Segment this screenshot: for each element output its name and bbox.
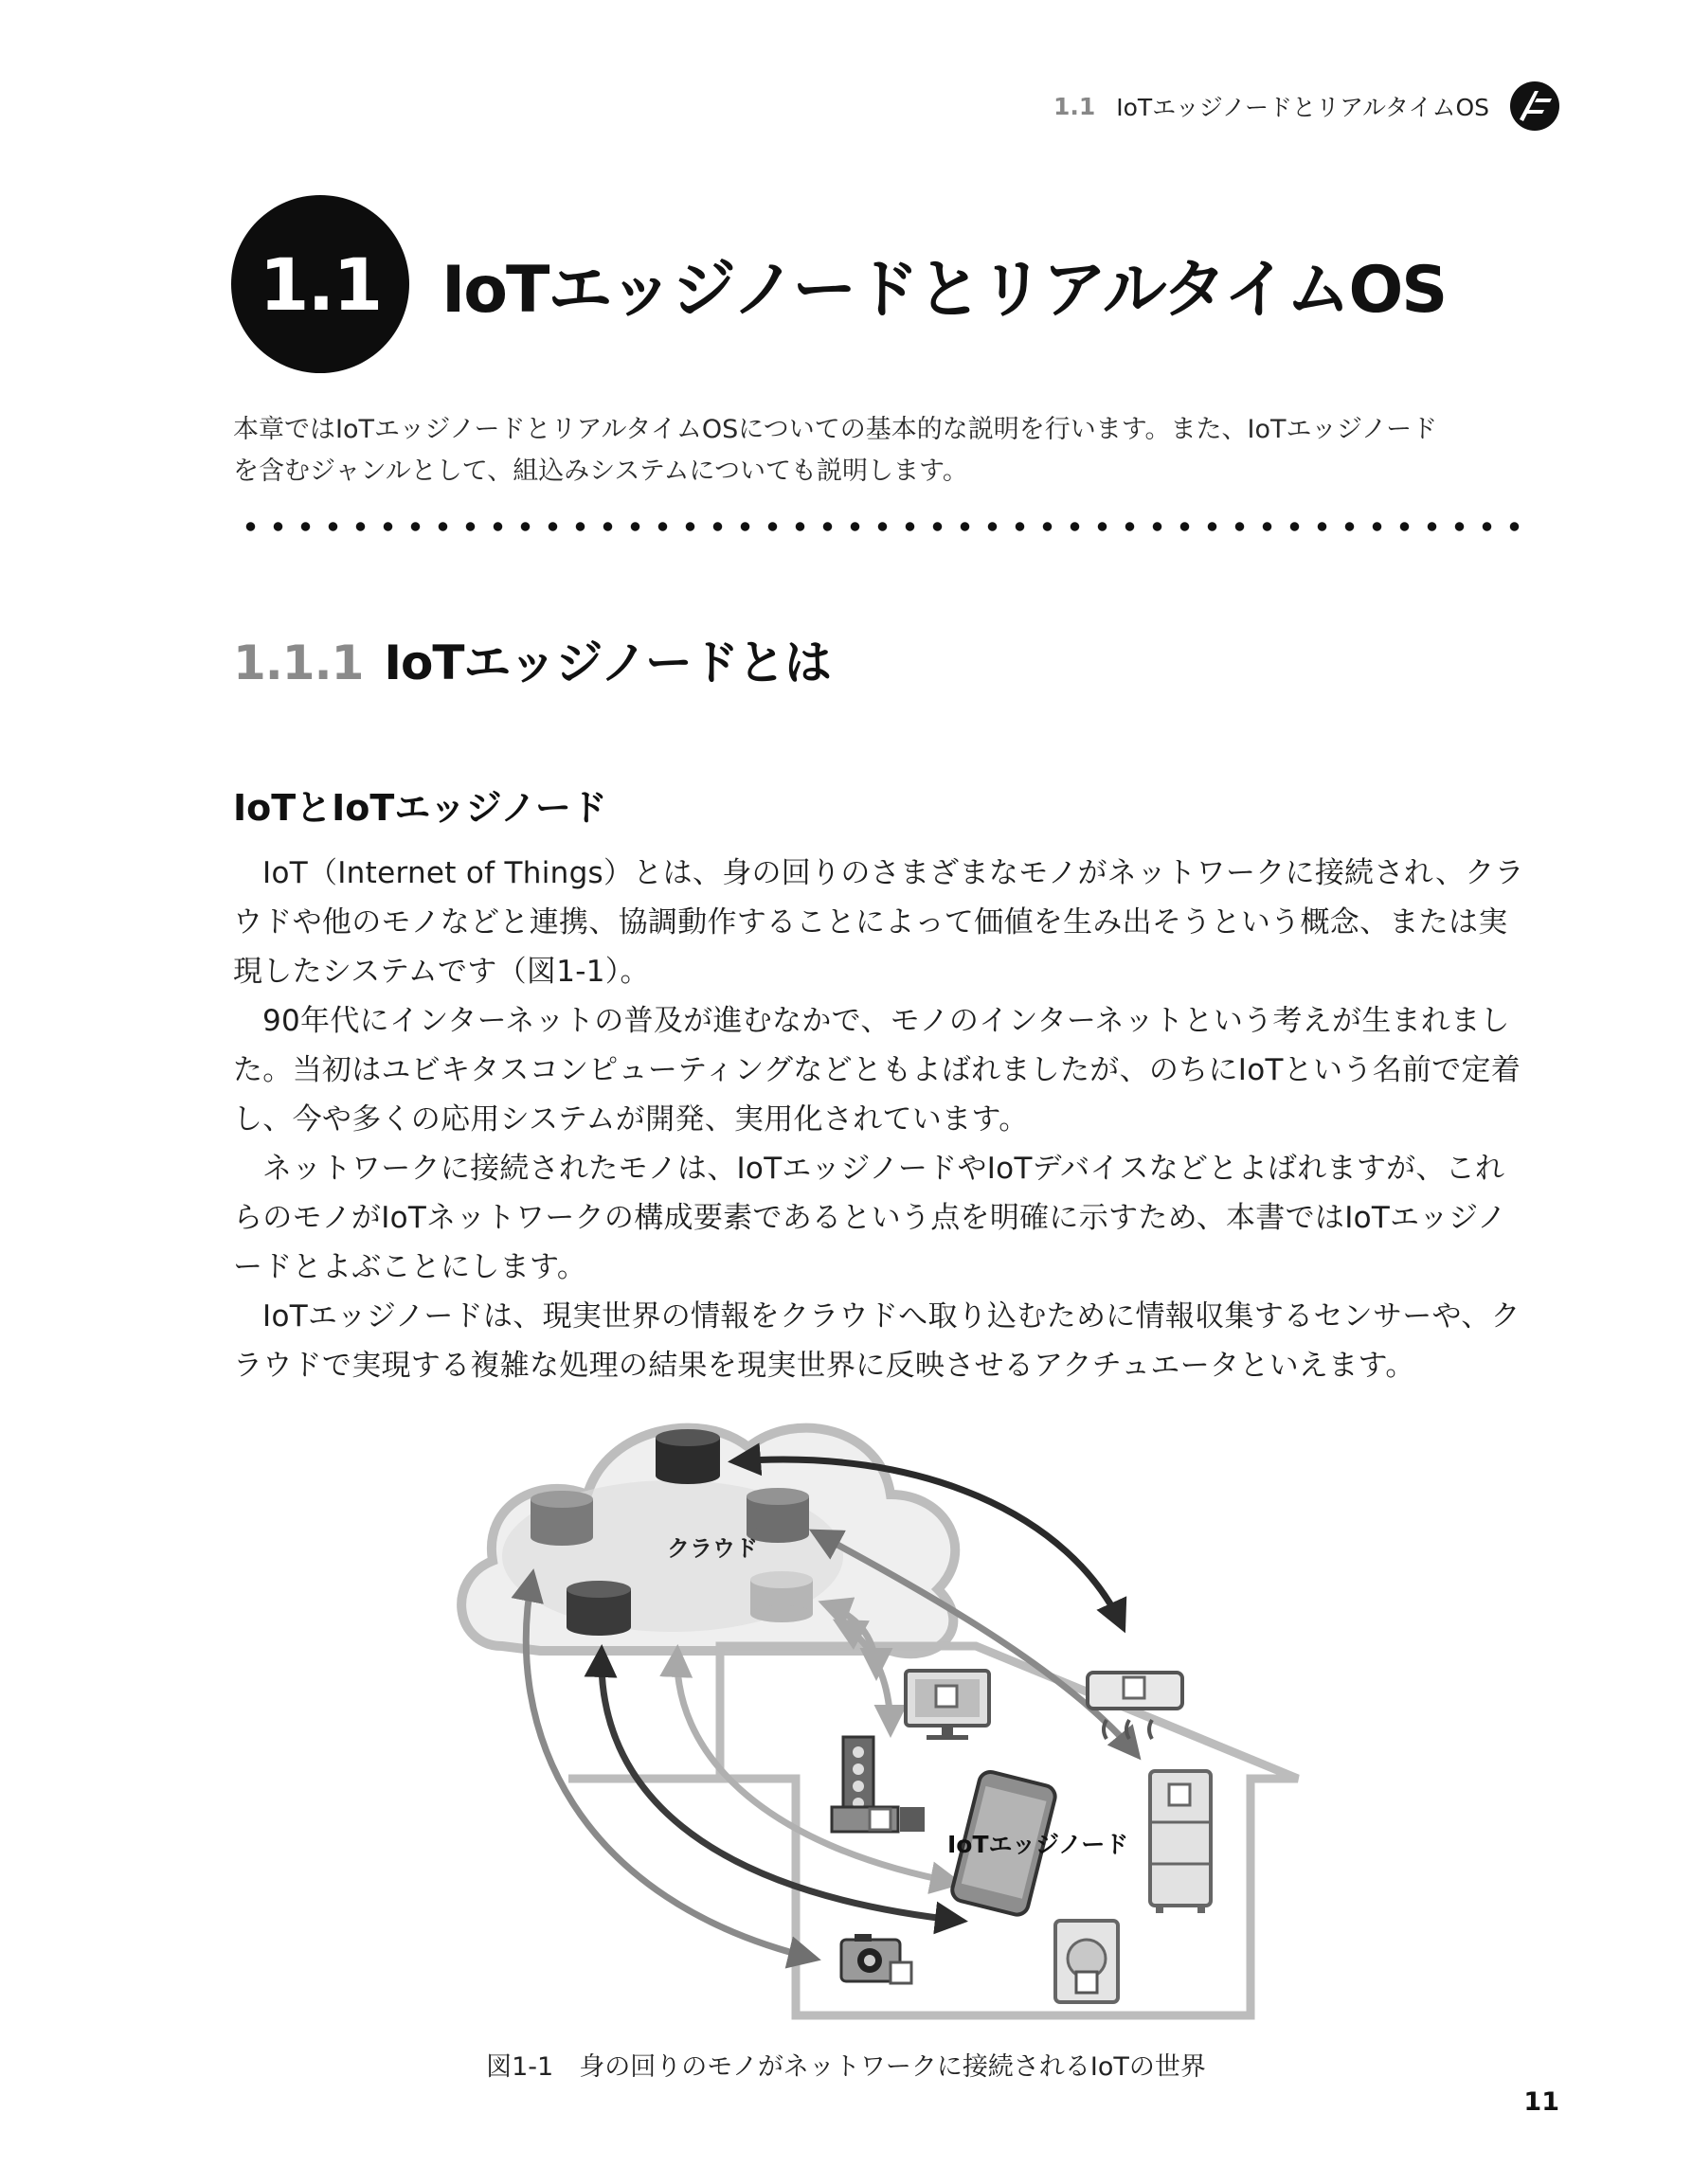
running-head (1053, 81, 1559, 131)
section-title: IoTエッジノードとは (384, 636, 831, 690)
paragraph-1: IoT（Internet of Things）とは、身の回りのさまざまなモノがネットワークに接続され、クラウドや他のモノなどと連携、協調動作することによって価値を生み出そうという概念、または実現したシステムです（図1-1）。 (233, 856, 1524, 989)
intro-line-2: を含むジャンルとして、組込みシステムについても説明します。 (233, 456, 968, 486)
server-icon (750, 1571, 813, 1622)
server-icon (656, 1429, 720, 1484)
chapter-number-badge: 1.1 (231, 195, 409, 373)
figure-caption: 図1-1 身の回りのモノがネットワークに接続されるIoTの世界 (486, 2052, 1206, 2082)
server-icon (567, 1581, 631, 1636)
section-heading (233, 625, 831, 693)
server-icon (531, 1491, 593, 1546)
book-logo-icon (1510, 81, 1559, 131)
page-number: 11 (1523, 2087, 1559, 2117)
running-head-number: 1.1 (1053, 92, 1096, 120)
speaker-icon (832, 1737, 925, 1832)
body-text (233, 849, 1527, 1390)
refrigerator-icon (1150, 1771, 1211, 1913)
tv-icon (906, 1671, 989, 1740)
chapter-intro (233, 409, 1521, 492)
running-head-title: IoTエッジノードとリアルタイムOS (1116, 94, 1489, 121)
cloud-label: クラウド (667, 1535, 758, 1562)
intro-line-1: 本章ではIoTエッジノードとリアルタイムOSについての基本的な説明を行います。また、IoTエッジノード (233, 415, 1438, 444)
edge-node-label: IoTエッジノード (947, 1831, 1129, 1858)
washing-machine-icon (1055, 1921, 1118, 2002)
camera-icon (841, 1934, 911, 1983)
subsection-heading: IoTとIoTエッジノード (233, 787, 607, 829)
section-number: 1.1.1 (233, 636, 364, 690)
paragraph-3: ネットワークに接続されたモノは、IoTエッジノードやIoTデバイスなどとよばれますが、これらのモノがIoTネットワークの構成要素であるという点を明確に示すため、本書ではIoTエッジノードとよぶことにします。 (233, 1152, 1507, 1284)
dotted-divider (237, 521, 1527, 532)
paragraph-4: IoTエッジノードは、現実世界の情報をクラウドへ取り込むために情報収集するセンサーや、クラウドで実現する複雑な処理の結果を現実世界に反映させるアクチュエータといえます。 (233, 1299, 1521, 1383)
chapter-title: IoTエッジノードとリアルタイムOS (441, 253, 1447, 328)
paragraph-2: 90年代にインターネットの普及が進むなかで、モノのインターネットという考えが生まれました。当初はユビキタスコンピューティングなどともよばれましたが、のちにIoTという名前で定着し、今や多くの応用システムが開発、実用化されています。 (233, 1004, 1521, 1137)
figure-iot-world (445, 1390, 1317, 2034)
